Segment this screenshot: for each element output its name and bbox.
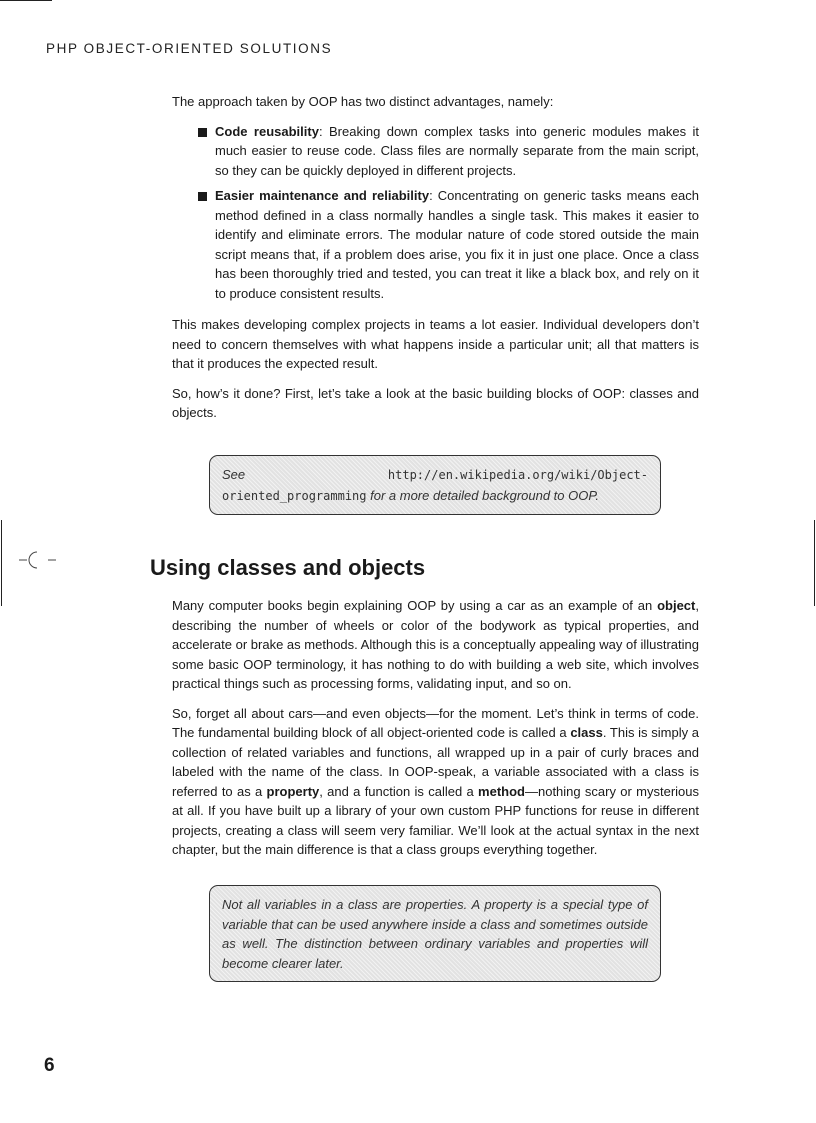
paragraph: So, how’s it done? First, let’s take a look at the basic building blocks of OOP: classes and objects. bbox=[172, 385, 699, 420]
term-class: class bbox=[570, 725, 603, 740]
square-bullet-icon bbox=[198, 128, 207, 137]
term-method: method bbox=[478, 783, 525, 799]
text-run: , and a function is called a bbox=[319, 783, 479, 799]
bullet-term: Easier maintenance and reliability bbox=[215, 188, 430, 203]
section-body bbox=[172, 596, 699, 870]
square-bullet-icon bbox=[198, 192, 207, 201]
note-tail: for a more detailed background to OOP. bbox=[370, 487, 599, 503]
crop-mark-icon bbox=[18, 550, 58, 570]
note-text: Not all variables in a class are properties. A property is a special type of variable that can be used anywhere inside a class and sometimes outside as well. The distinction between ordinary variables and properties will become clearer later. bbox=[222, 897, 648, 971]
list-item bbox=[215, 122, 699, 181]
bullet-text: : Breaking down complex tasks into generic modules makes it much easier to reuse code. Class files are normally separate from the main script, so they can be quickly deployed in different projects. bbox=[215, 123, 700, 178]
note-url: http://en.wikipedia.org/wiki/Object-oriented_programming bbox=[222, 468, 648, 503]
list-item bbox=[215, 186, 699, 303]
text-run: —nothing scary or mysterious at all. If you have built up a library of your own custom PHP functions for reuse in different projects, creating a class will seem very familiar. We’ll look at the actual syntax in the next chapter, but the main difference is that a class groups everything together. bbox=[172, 783, 700, 857]
note-box bbox=[209, 455, 661, 515]
section-heading: Using classes and objects bbox=[150, 555, 426, 580]
intro-block bbox=[172, 92, 699, 433]
page-number: 6 bbox=[44, 1055, 55, 1076]
left-margin-rule bbox=[1, 520, 2, 606]
right-margin-rule bbox=[814, 520, 815, 606]
bullet-text: : Concentrating on generic tasks means each method defined in a class normally handles a single task. This makes it easier to identify and eliminate errors. The modular nature of code stored outside the main script means that, if a problem does arise, you fix it in just one place. Once a class has been thoroughly tried and tested, you can treat it like a black box, and rely on it to produce consistent results. bbox=[215, 188, 699, 301]
paragraph: This makes developing complex projects in teams a lot easier. Individual developers don’t need to concern themselves with what happens inside a particular unit; all that matters is that it produces the expected result. bbox=[172, 317, 699, 371]
note-see: See bbox=[222, 467, 246, 482]
text-run: Many computer books begin explaining OOP by using a car as an example of an bbox=[172, 598, 658, 613]
top-rule bbox=[0, 0, 52, 1]
paragraph bbox=[172, 704, 699, 860]
note-box bbox=[209, 885, 661, 982]
advantages-list bbox=[172, 122, 699, 304]
term-property: property bbox=[266, 783, 320, 799]
intro-lead: The approach taken by OOP has two distinct advantages, namely: bbox=[172, 94, 554, 109]
text-run: , describing the number of wheels or color of the bodywork as typical properties, and accelerate or brake as methods. Although this is a conceptually appealing way of illustrating some basic OOP terminology, it has nothing to do with building a web site, which involves practical things such as processing forms, validating input, and so on. bbox=[172, 598, 699, 691]
running-head: PHP OBJECT-ORIENTED SOLUTIONS bbox=[46, 41, 333, 56]
text-run: . This is simply a collection of related variables and functions, all wrapped up in a pair of curly braces and labeled with the name of the class. In OOP-speak, a variable associated with a class is referred to as a bbox=[172, 725, 700, 799]
paragraph bbox=[172, 596, 699, 694]
term-object: object bbox=[657, 598, 696, 613]
text-run: So, forget all about cars—and even objects—for the moment. Let’s think in terms of code. The fundamental building block of all object-oriented code is called a bbox=[172, 705, 699, 740]
bullet-term: Code reusability bbox=[215, 123, 319, 139]
